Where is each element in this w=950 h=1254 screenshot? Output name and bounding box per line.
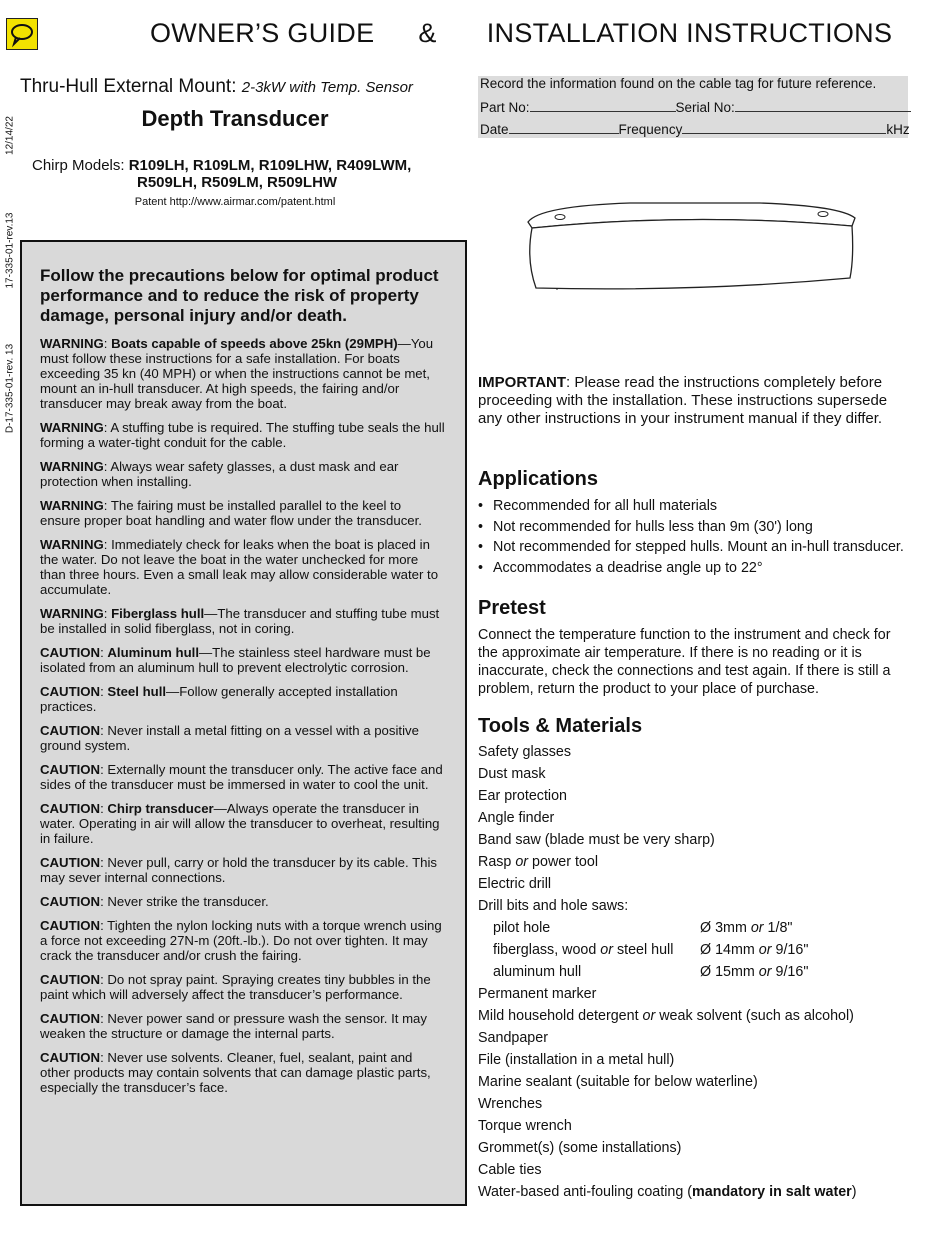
tool-item: Drill bits and hole saws: <box>478 898 629 914</box>
warning-label: WARNING <box>40 498 104 513</box>
bit-fiberglass <box>493 942 673 958</box>
record-row-date-freq <box>480 121 910 137</box>
warning-text: Never pull, carry or hold the transducer by its cable. This may sever internal connections. <box>40 855 437 885</box>
application-item: • Not recommended for stepped hulls. Mount an in-hull transducer. <box>478 537 904 558</box>
warning-item: CAUTION: Never install a metal fitting on a vessel with a positive ground system. <box>40 723 419 753</box>
antifoul-close: ) <box>851 1184 857 1200</box>
warnings-intro: Follow the precautions below for optimal product performance and to reduce the risk of property damage, personal injury and/or death. <box>40 266 439 325</box>
antifoul-mandatory: mandatory in salt water <box>692 1184 852 1200</box>
warning-text: The fairing must be installed parallel to the keel to ensure proper boat handling and water flow under the transducer. <box>40 498 422 528</box>
warning-item: WARNING: Always wear safety glasses, a dust mask and ear protection when installing. <box>40 459 399 489</box>
title-owners-guide: OWNER’S GUIDE <box>150 18 375 48</box>
detergent-text-2: weak solvent (such as alcohol) <box>655 1008 854 1024</box>
tool-item: Grommet(s) (some installations) <box>478 1140 682 1156</box>
frequency-field[interactable] <box>682 121 886 134</box>
warning-item: CAUTION: Never pull, carry or hold the transducer by its cable. This may sever internal connections. <box>40 855 437 885</box>
warning-text: Externally mount the transducer only. The active face and sides of the transducer must be immersed in water to cool the unit. <box>40 762 443 792</box>
warning-subject: Boats capable of speeds above 25kn (29MPH) <box>111 336 398 351</box>
warning-label: CAUTION <box>40 1011 101 1026</box>
warning-text: —Follow generally accepted installation practices. <box>40 684 398 714</box>
warning-label: CAUTION <box>40 723 101 738</box>
application-item: • Accommodates a deadrise angle up to 22° <box>478 558 904 579</box>
serial-no-field[interactable] <box>735 99 911 112</box>
fiber-text-2: steel hull <box>613 942 674 958</box>
or-text: or <box>515 854 529 870</box>
application-item: • Not recommended for hulls less than 9m (30') long <box>478 517 904 538</box>
warning-label: CAUTION <box>40 894 101 909</box>
warning-text: A stuffing tube is required. The stuffing tube seals the hull forming a water-tight conduit for the cable. <box>40 420 445 450</box>
warning-text: Never power sand or pressure wash the sensor. It may weaken the structure or damage the internal parts. <box>40 1011 427 1041</box>
bit-aluminum: aluminum hull <box>493 964 582 980</box>
warning-subject: Aluminum hull <box>107 645 199 660</box>
mount-type: Thru-Hull External Mount: <box>20 76 242 97</box>
warning-label: WARNING <box>40 420 104 435</box>
page-title <box>150 18 892 49</box>
warning-subject: Chirp transducer <box>107 801 214 816</box>
warning-text: Never use solvents. Cleaner, fuel, sealant, paint and other products may contain solvents that can damage plastic parts, especially the transducer’s face. <box>40 1050 431 1095</box>
applications-list <box>478 496 904 578</box>
title-ampersand: & <box>418 18 437 48</box>
detergent-text: Mild household detergent <box>478 1008 643 1024</box>
models-line-2: R509LH, R509LM, R509LHW <box>137 174 338 191</box>
pretest-text: Connect the temperature function to the instrument and check for the approximate air temperature. If there is no reading or it is inaccurate, check the connections and test again. If there is still a problem, return the product to your place of purchase. <box>478 627 891 697</box>
warning-item: CAUTION: Steel hull—Follow generally accepted installation practices. <box>40 684 398 714</box>
patent-link: Patent http://www.airmar.com/patent.html <box>134 196 336 208</box>
frequency-label: Frequency <box>618 122 683 137</box>
warning-label: CAUTION <box>40 1050 101 1065</box>
or-text: or <box>758 942 772 958</box>
warning-item: WARNING: Fiberglass hull—The transducer and stuffing tube must be installed in solid fiberglass, not in coring. <box>40 606 440 636</box>
bit-aluminum-size <box>700 964 808 980</box>
applications-heading: Applications <box>478 468 599 490</box>
warning-item: WARNING: A stuffing tube is required. The stuffing tube seals the hull forming a water-tight conduit for the cable. <box>40 420 445 450</box>
antifoul-text: Water-based anti-fouling coating ( <box>478 1184 693 1200</box>
or-text: or <box>758 964 772 980</box>
warning-text: —The stainless steel hardware must be isolated from an aluminum hull to prevent electrolytic corrosion. <box>40 645 431 675</box>
warning-item: WARNING: The fairing must be installed parallel to the keel to ensure proper boat handling and water flow under the transducer. <box>40 498 422 528</box>
warning-item: CAUTION: Never power sand or pressure wash the sensor. It may weaken the structure or damage the internal parts. <box>40 1011 427 1041</box>
warning-label: WARNING <box>40 606 104 621</box>
warnings-box <box>20 240 467 1206</box>
warning-text: Never install a metal fitting on a vessel with a positive ground system. <box>40 723 419 753</box>
size-text-2: 1/8" <box>763 920 793 936</box>
warning-item: CAUTION: Never use solvents. Cleaner, fuel, sealant, paint and other products may contain solvents that can damage plastic parts, especially the transducer’s face. <box>40 1050 431 1095</box>
tool-item-rasp <box>478 854 598 870</box>
tool-item-antifouling <box>478 1184 857 1200</box>
warning-label: CAUTION <box>40 855 101 870</box>
warning-text: Immediately check for leaks when the boat is placed in the water. Do not leave the boat in the water unchecked for more than three hours. Even a small leak may allow considerable water to accumulate. <box>40 537 439 597</box>
size-text: Ø 3mm <box>700 920 751 936</box>
or-text: or <box>642 1008 656 1024</box>
tool-item: Wrenches <box>478 1096 543 1112</box>
tool-item: Marine sealant (suitable for below waterline) <box>478 1074 758 1090</box>
bit-pilot-size <box>700 920 793 936</box>
warning-item: CAUTION: Chirp transducer—Always operate the transducer in water. Operating in air will allow the transducer to overheat, resulting in failure. <box>40 801 440 846</box>
warning-item: CAUTION: Never strike the transducer. <box>40 894 269 909</box>
tool-item: Dust mask <box>478 766 546 782</box>
size-text: Ø 15mm <box>700 964 759 980</box>
tool-item: Sandpaper <box>478 1030 548 1046</box>
tool-item: Band saw (blade must be very sharp) <box>478 832 715 848</box>
side-code-1: 17-335-01-rev.13 <box>4 212 16 289</box>
record-intro: Record the information found on the cable tag for future reference. <box>480 76 877 91</box>
warning-item: CAUTION: Do not spray paint. Spraying creates tiny bubbles in the paint which will adversely affect the transducer’s performance. <box>40 972 431 1002</box>
important-notice <box>478 374 910 428</box>
rasp-text-2: power tool <box>528 854 599 870</box>
cable-tag-record-box <box>478 76 908 138</box>
warning-label: CAUTION <box>40 801 101 816</box>
size-text-2: 9/16" <box>771 942 809 958</box>
or-text: or <box>600 942 614 958</box>
tool-item-detergent <box>478 1008 854 1024</box>
application-item: • Recommended for all hull materials <box>478 496 904 517</box>
warning-label: WARNING <box>40 537 104 552</box>
chirp-models <box>32 157 411 191</box>
tool-item: Cable ties <box>478 1162 542 1178</box>
part-no-label: Part No: <box>480 100 530 115</box>
side-code-2: D-17-335-01-rev. 13 <box>4 343 16 434</box>
warning-item: WARNING: Boats capable of speeds above 25kn (29MPH)—You must follow these instructions for a safe installation. For boats exceeding 35 kn (40 MPH) or when the instructions cannot be met, mount an in-hull transducer. At high speeds, the fairing and/or transducer may break away from the boat. <box>40 336 434 411</box>
warning-label: CAUTION <box>40 918 101 933</box>
tool-item: Permanent marker <box>478 986 597 1002</box>
product-name: Depth Transducer <box>141 106 329 131</box>
size-text: Ø 14mm <box>700 942 759 958</box>
side-date: 12/14/22 <box>4 116 16 155</box>
warning-label: CAUTION <box>40 972 101 987</box>
bit-fiberglass-size <box>700 942 808 958</box>
product-mount-line <box>20 76 413 98</box>
warning-text: —The transducer and stuffing tube must be installed in solid fiberglass, not in coring. <box>40 606 440 636</box>
warning-item: CAUTION: Externally mount the transducer only. The active face and sides of the transducer must be immersed in water to cool the unit. <box>40 762 443 792</box>
or-text: or <box>750 920 764 936</box>
brand-logo-icon <box>6 18 38 50</box>
date-label: Date <box>480 122 509 137</box>
serial-no-label: Serial No: <box>675 100 735 115</box>
mount-spec: 2-3kW with Temp. Sensor <box>241 79 413 96</box>
fiber-text: fiberglass, wood <box>493 942 601 958</box>
tool-item: Safety glasses <box>478 744 571 760</box>
warning-subject: Steel hull <box>107 684 167 699</box>
tool-item: Angle finder <box>478 810 555 826</box>
bit-pilot: pilot hole <box>493 920 551 936</box>
title-installation: INSTALLATION INSTRUCTIONS <box>486 18 893 48</box>
part-no-field[interactable] <box>530 99 676 112</box>
warning-label: WARNING <box>40 459 104 474</box>
models-label: Chirp Models: <box>32 157 129 174</box>
warning-subject: Fiberglass hull <box>111 606 205 621</box>
warning-text: Tighten the nylon locking nuts with a torque wrench using a force not exceeding 27N-m (20ft.-lb.). Do not over tighten. It may crack the transducer and/or crush the fairing. <box>40 918 442 963</box>
record-row-part-serial <box>480 99 911 115</box>
warning-item: CAUTION: Aluminum hull—The stainless steel hardware must be isolated from an aluminum hull to prevent electrolytic corrosion. <box>40 645 431 675</box>
warning-item: WARNING: Immediately check for leaks when the boat is placed in the water. Do not leave the boat in the water unchecked for more than three hours. Even a small leak may allow considerable water to accumulate. <box>40 537 439 597</box>
tool-item: Ear protection <box>478 788 568 804</box>
rasp-text: Rasp <box>478 854 516 870</box>
important-label: IMPORTANT <box>478 374 567 391</box>
warnings-list <box>40 336 445 1095</box>
khz-unit: kHz <box>886 122 910 137</box>
warning-label: CAUTION <box>40 645 101 660</box>
tools-heading: Tools & Materials <box>478 715 643 737</box>
tool-item: Electric drill <box>478 876 552 892</box>
size-text-2: 9/16" <box>771 964 809 980</box>
warning-text: —Always operate the transducer in water. Operating in air will allow the transducer to overheat, resulting in failure. <box>40 801 440 846</box>
warning-item: CAUTION: Tighten the nylon locking nuts with a torque wrench using a force not exceeding 27N-m (20ft.-lb.). Do not over tighten. It may crack the transducer and/or crush the fairing. <box>40 918 442 963</box>
tool-item: Torque wrench <box>478 1118 572 1134</box>
warning-text: Always wear safety glasses, a dust mask and ear protection when installing. <box>40 459 399 489</box>
models-line-1: R109LH, R109LM, R109LHW, R409LWM, <box>128 157 412 174</box>
warning-label: CAUTION <box>40 762 101 777</box>
warning-text: Do not spray paint. Spraying creates tiny bubbles in the paint which will adversely affect the transducer’s performance. <box>40 972 431 1002</box>
pretest-heading: Pretest <box>478 597 546 619</box>
warning-text: Never strike the transducer. <box>107 894 269 909</box>
tool-item: File (installation in a metal hull) <box>478 1052 675 1068</box>
transducer-fairing-illustration <box>520 200 865 300</box>
warning-label: WARNING <box>40 336 104 351</box>
important-text: : Please read the instructions completely before proceeding with the installation. These instructions supersede any other instructions in your instrument manual if they differ. <box>478 374 888 427</box>
date-field[interactable] <box>509 121 619 134</box>
warning-text: —You must follow these instructions for a safe installation. For boats exceeding 35 kn (40 MPH) or when the instructions cannot be met, mount an in-hull transducer. At high speeds, the fairing and/or transducer may break away from the boat. <box>40 336 434 411</box>
warning-label: CAUTION <box>40 684 101 699</box>
